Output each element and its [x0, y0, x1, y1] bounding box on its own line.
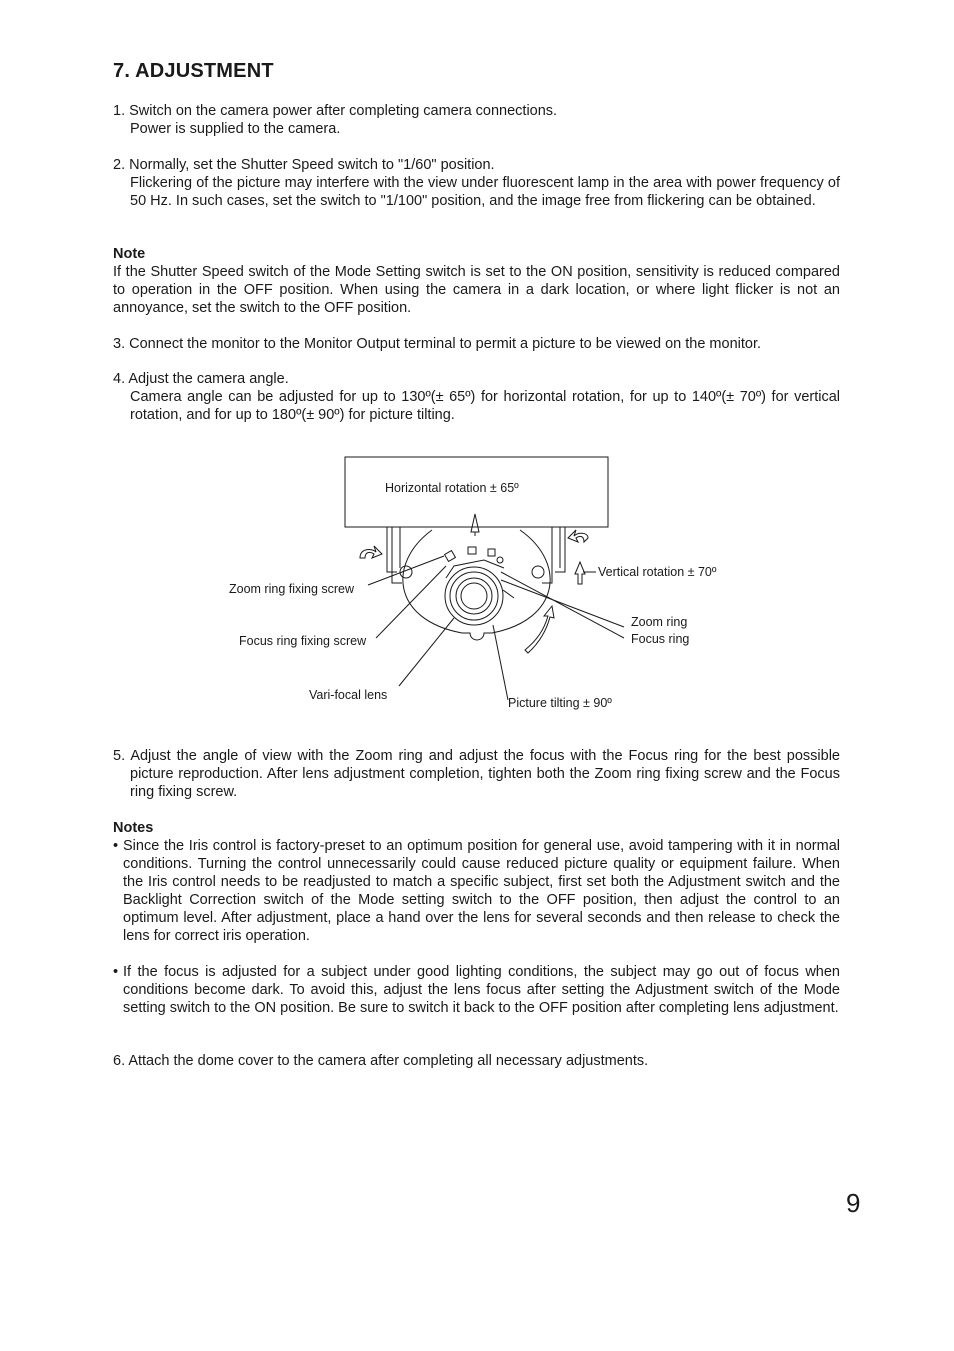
step-6 — [113, 1052, 840, 1070]
label-vertical-rotation: Vertical rotation ± 70º — [598, 565, 717, 579]
section-title: 7. ADJUSTMENT — [113, 60, 274, 82]
focus-ring-shape — [445, 567, 503, 625]
step-2-line1: 2. Normally, set the Shutter Speed switch to "1/60" position. — [113, 157, 495, 173]
camera-adjustment-figure — [222, 448, 742, 723]
vertical-arrow-shape — [575, 562, 585, 584]
label-focus-ring: Focus ring — [631, 632, 690, 646]
label-vari-focal-lens: Vari-focal lens — [309, 688, 388, 702]
step-2-body: Flickering of the picture may interfere with the view under fluorescent lamp in the area with power frequency of 50 Hz. In such cases, set the switch to "1/100" position, and the image free from flickering can be obtained. — [130, 175, 840, 209]
step-3 — [113, 335, 840, 353]
step-6-text: 6. Attach the dome cover to the camera after completing all necessary adjustments. — [113, 1053, 649, 1069]
label-picture-tilting: Picture tilting ± 90º — [508, 696, 612, 710]
horizontal-right-arrow-shape — [568, 530, 588, 542]
step-1 — [113, 102, 840, 138]
step-3-text: 3. Connect the monitor to the Monitor Output terminal to permit a picture to be viewed on the monitor. — [113, 336, 762, 352]
step-4-body: Camera angle can be adjusted for up to 130º(± 65º) for horizontal rotation, for up to 140º(± 70º) for vertical rotation, and for up to 180º(± 90º) for picture tilting. — [130, 389, 840, 423]
notes-item-1-text: Since the Iris control is factory-preset to an optimum position for general use, avoid tampering with it in normal conditions. Turning the control unnecessarily could cause reduced picture quality or equipment failure. When the Iris control needs to be readjusted to match a specific subject, first set both the Adjustment switch and the Backlight Correction switch of the Mode setting switch to the OFF position, then adjust the control to an optimum level. After adjustment, place a hand over the lens for several seconds and then release to check the lens for correct iris operation. — [123, 838, 840, 944]
notes-item-1 — [113, 837, 840, 945]
step-2 — [113, 156, 840, 210]
step-5-text: 5. Adjust the angle of view with the Zoom ring and adjust the focus with the Focus ring for the best possible picture reproduction. After lens adjustment completion, tighten both the Zoom ring fixing screw and the Focus ring fixing screw. — [113, 748, 840, 800]
notes-block — [113, 819, 840, 1017]
center-marker-shape — [471, 514, 479, 532]
bullet-symbol: • — [113, 964, 119, 980]
label-horizontal-rotation: Horizontal rotation ± 65º — [385, 481, 519, 495]
bullet-symbol: • — [113, 838, 119, 854]
label-focus-ring-fixing-screw: Focus ring fixing screw — [239, 634, 367, 648]
right-screw-shape — [532, 566, 544, 578]
zoom-ring-shape — [450, 572, 498, 620]
note-body: If the Shutter Speed switch of the Mode Setting switch is set to the ON position, sensitivity is reduced compared to operation in the OFF position. When using the camera in a dark location, or where light flicker is not an annoyance, set the switch to the OFF position. — [113, 264, 840, 316]
notes-item-2-text: If the focus is adjusted for a subject under good lighting conditions, the subject may go out of focus when conditions become dark. To avoid this, adjust the lens focus after setting the Adjustment switch of the Mode setting switch to the ON position. Be sure to switch it back to the OFF position after completing lens adjustment. — [123, 964, 840, 1016]
step-1-line1: 1. Switch on the camera power after completing camera connections. — [113, 103, 558, 119]
notes-item-2 — [113, 963, 840, 1017]
step-1-line2: Power is supplied to the camera. — [130, 121, 341, 137]
page-number: 9 — [846, 1188, 861, 1218]
label-zoom-ring: Zoom ring — [631, 615, 688, 629]
note-heading: Note — [113, 246, 146, 262]
step-5 — [113, 747, 840, 801]
step-4-line1: 4. Adjust the camera angle. — [113, 371, 289, 387]
note-block — [113, 245, 840, 317]
tilt-arrow-shape — [525, 606, 554, 653]
notes-heading: Notes — [113, 820, 154, 836]
step-4 — [113, 370, 840, 424]
label-zoom-ring-fixing-screw: Zoom ring fixing screw — [229, 582, 355, 596]
horizontal-left-arrow-shape — [360, 546, 382, 558]
